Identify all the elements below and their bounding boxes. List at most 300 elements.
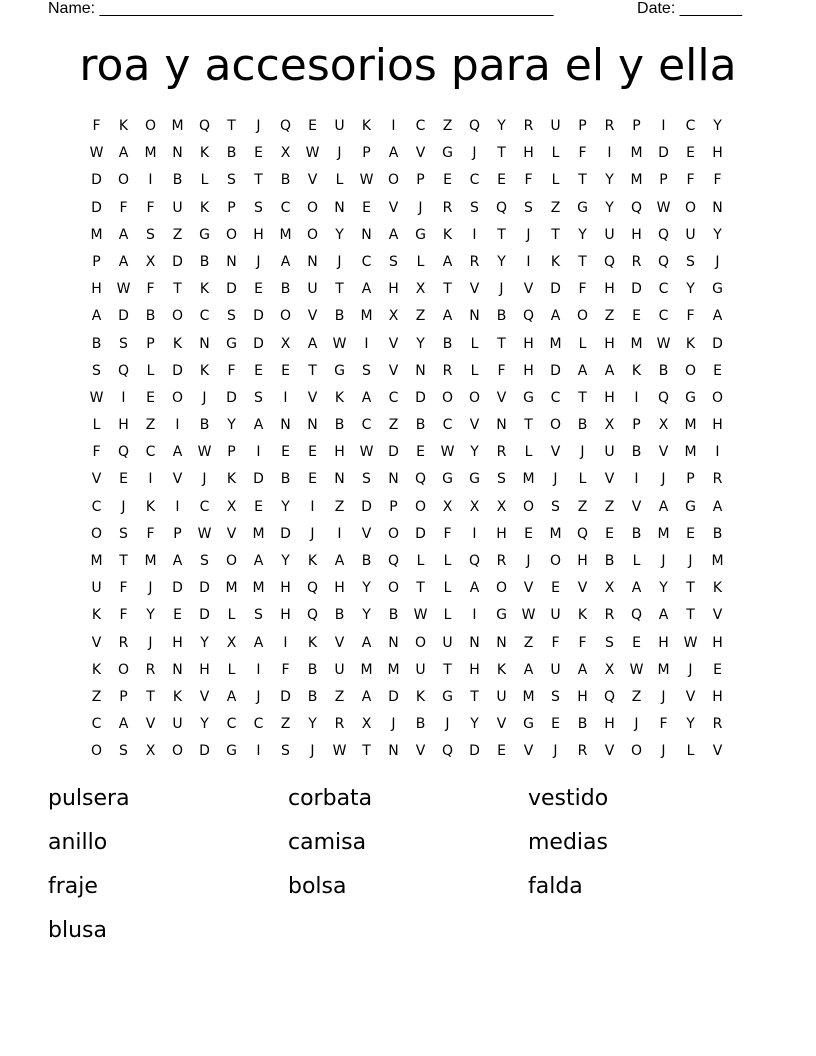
grid-letter: G [523,389,534,406]
grid-letter: Y [146,607,155,624]
grid-letter: M [549,335,562,352]
grid-row [83,575,733,602]
grid-letter: N [388,634,399,651]
grid-letter: M [522,471,535,488]
grid-letter: X [658,417,669,434]
grid-row [83,439,733,466]
grid-letter: G [685,389,696,406]
grid-letter: P [416,172,425,189]
grid-letter: X [604,580,615,597]
grid-letter: D [388,444,399,461]
grid-row [83,303,733,330]
grid-letter: C [550,389,561,406]
grid-letter: C [388,389,399,406]
grid-letter: D [253,308,264,325]
grid-letter: K [91,661,102,678]
grid-letter: J [418,199,423,216]
grid-letter: Q [657,226,670,243]
grid-letter: A [361,389,372,406]
grid-letter: M [360,661,373,678]
grid-letter: S [389,253,398,270]
grid-letter: V [388,335,399,352]
grid-letter: Y [362,580,371,597]
grid-letter: Y [416,335,425,352]
grid-letter: O [90,743,103,760]
grid-letter: J [472,145,477,162]
grid-letter: L [686,743,695,760]
grid-letter: Z [91,688,102,705]
grid-letter: M [144,145,157,162]
word-list-item: blusa [48,918,107,943]
grid-letter: B [577,417,588,434]
grid-letter: Q [630,199,643,216]
grid-letter: B [631,444,642,461]
grid-letter: S [362,471,371,488]
grid-letter: F [686,308,695,325]
grid-letter: T [443,661,452,678]
grid-letter: B [712,525,723,542]
grid-letter: Y [497,253,506,270]
grid-letter: W [116,281,131,298]
grid-letter: Z [442,118,453,134]
grid-letter: T [362,743,371,760]
grid-letter: E [443,172,452,189]
grid-letter: M [684,417,697,434]
grid-letter: O [414,498,427,515]
grid-letter: M [225,580,238,597]
grid-letter: V [496,389,507,406]
grid-letter: D [631,281,642,298]
grid-letter: P [632,417,641,434]
grid-letter: I [364,335,369,352]
grid-letter: V [523,281,534,298]
grid-letter: J [202,471,207,488]
grid-letter: Z [631,688,642,705]
grid-letter: V [91,471,102,488]
grid-letter: Q [603,253,616,270]
grid-letter: L [551,145,560,162]
grid-letter: H [334,444,345,461]
grid-letter: T [578,389,587,406]
grid-letter: J [526,226,531,243]
grid-letter: O [279,308,292,325]
grid-letter: B [307,688,318,705]
grid-letter: R [118,634,129,651]
grid-letter: V [307,389,318,406]
grid-letter: N [496,417,507,434]
grid-letter: A [172,553,183,569]
grid-letter: W [521,607,536,624]
grid-letter: E [524,525,533,542]
grid-letter: A [388,226,399,243]
grid-letter: U [550,118,561,134]
grid-letter: J [688,553,693,569]
grid-letter: B [658,362,669,379]
grid-letter: U [415,661,426,678]
grid-letter: R [469,253,480,270]
grid-letter: F [551,634,560,651]
grid-letter: T [551,226,560,243]
grid-letter: G [226,335,237,352]
grid-letter: E [254,281,263,298]
grid-letter: U [496,688,507,705]
grid-letter: J [499,281,504,298]
grid-letter: O [90,525,103,542]
grid-letter: B [199,417,210,434]
grid-letter: O [549,553,562,569]
grid-letter: V [361,525,372,542]
grid-letter: L [443,580,452,597]
grid-letter: J [553,743,558,760]
grid-letter: M [711,553,724,569]
grid-letter: V [577,580,588,597]
grid-letter: X [388,308,399,325]
grid-letter: K [199,199,210,216]
grid-letter: X [226,634,237,651]
grid-letter: V [307,308,318,325]
grid-letter: I [526,253,531,270]
grid-letter: W [629,661,644,678]
grid-letter: G [226,743,237,760]
grid-letter: C [226,716,237,733]
grid-row [83,167,733,194]
grid-letter: A [388,145,399,162]
grid-letter: C [91,716,102,733]
grid-letter: H [577,553,588,569]
grid-letter: P [119,688,128,705]
grid-letter: K [334,389,345,406]
grid-letter: V [334,634,345,651]
grid-letter: J [661,553,666,569]
grid-letter: L [443,553,452,569]
word-list-item: bolsa [288,874,347,899]
grid-letter: R [334,716,345,733]
grid-letter: H [469,661,480,678]
grid-letter: X [496,498,507,515]
grid-letter: G [577,199,588,216]
grid-letter: A [118,226,129,243]
grid-letter: Q [468,553,481,569]
grid-letter: I [472,525,477,542]
worksheet-header [48,0,742,18]
grid-row [83,276,733,303]
grid-letter: O [144,118,157,134]
grid-letter: I [283,634,288,651]
grid-letter: H [712,688,723,705]
grid-letter: H [253,226,264,243]
grid-letter: F [686,172,695,189]
grid-letter: N [307,417,318,434]
grid-letter: Q [117,444,130,461]
grid-letter: E [497,743,506,760]
grid-letter: O [387,525,400,542]
grid-letter: F [524,172,533,189]
grid-letter: S [524,199,533,216]
grid-letter: I [256,444,261,461]
grid-letter: S [119,335,128,352]
grid-letter: W [683,634,698,651]
grid-letter: K [577,607,588,624]
grid-letter: H [577,688,588,705]
grid-letter: I [256,661,261,678]
grid-letter: K [91,607,102,624]
grid-letter: B [496,308,507,325]
grid-letter: B [334,308,345,325]
grid-letter: U [334,118,345,134]
grid-letter: Q [630,607,643,624]
grid-letter: O [576,308,589,325]
grid-letter: Q [657,253,670,270]
grid-letter: K [307,634,318,651]
grid-letter: F [578,281,587,298]
grid-letter: K [361,118,372,134]
grid-letter: O [306,226,319,243]
grid-letter: D [226,281,237,298]
word-list-item: corbata [288,786,373,811]
grid-letter: N [280,417,291,434]
grid-letter: H [280,607,291,624]
grid-letter: D [415,389,426,406]
grid-letter: O [522,498,535,515]
grid-letter: U [172,716,183,733]
grid-letter: Q [306,607,319,624]
grid-letter: T [335,281,344,298]
grid-letter: P [686,471,695,488]
grid-letter: B [415,716,426,733]
grid-letter: P [362,145,371,162]
grid-letter: X [280,335,291,352]
grid-letter: E [281,444,290,461]
grid-letter: T [524,417,533,434]
grid-letter: I [391,118,396,134]
grid-letter: Q [306,580,319,597]
grid-letter: B [280,471,291,488]
grid-letter: V [685,688,696,705]
grid-letter: C [442,417,453,434]
grid-letter: W [359,444,374,461]
grid-letter: G [469,471,480,488]
grid-letter: D [253,335,264,352]
grid-letter: V [712,743,723,760]
grid-letter: A [604,362,615,379]
grid-letter: Q [414,471,427,488]
grid-letter: B [334,417,345,434]
grid-letter: K [415,688,426,705]
grid-letter: A [253,553,264,569]
word-list-item: medias [528,830,608,855]
grid-letter: Y [281,498,290,515]
grid-letter: F [146,199,155,216]
grid-letter: F [119,199,128,216]
page-title: roa y accesorios para el y ella [79,40,737,91]
grid-letter: Q [657,389,670,406]
grid-letter: R [145,661,156,678]
grid-letter: M [90,553,103,569]
grid-letter: H [658,634,669,651]
grid-letter: F [119,580,128,597]
grid-letter: U [307,281,318,298]
grid-letter: L [146,362,155,379]
grid-letter: D [91,199,102,216]
grid-letter: M [252,525,265,542]
grid-letter: C [253,716,264,733]
grid-letter: H [523,145,534,162]
word-list-item: pulsera [48,786,130,811]
grid-letter: W [89,389,104,406]
grid-letter: L [578,335,587,352]
word-list-item: vestido [528,786,609,811]
grid-letter: O [684,362,697,379]
grid-row [83,113,733,140]
grid-letter: D [199,743,210,760]
grid-row [83,331,733,358]
grid-letter: H [604,281,615,298]
grid-letter: D [253,471,264,488]
grid-letter: A [307,335,318,352]
grid-letter: F [227,362,236,379]
grid-letter: X [469,498,480,515]
grid-letter: F [578,145,587,162]
grid-letter: R [604,118,615,134]
grid-letter: C [469,172,480,189]
grid-letter: Q [576,525,589,542]
grid-letter: S [497,471,506,488]
grid-letter: J [661,471,666,488]
grid-letter: C [685,118,696,134]
grid-letter: N [712,199,723,216]
grid-letter: A [658,607,669,624]
grid-letter: A [172,444,183,461]
grid-letter: X [604,417,615,434]
grid-letter: A [226,688,237,705]
grid-letter: A [361,688,372,705]
grid-letter: D [199,607,210,624]
grid-letter: R [442,199,453,216]
grid-letter: Y [308,716,317,733]
grid-letter: V [523,580,534,597]
grid-letter: W [305,145,320,162]
grid-letter: Z [550,199,561,216]
grid-letter: H [199,661,210,678]
grid-letter: Y [713,118,722,134]
grid-letter: A [712,498,723,515]
grid-letter: P [578,118,587,134]
grid-letter: C [658,281,669,298]
grid-letter: O [387,580,400,597]
grid-letter: X [226,498,237,515]
grid-letter: P [173,525,182,542]
grid-letter: L [200,172,209,189]
grid-letter: A [577,661,588,678]
grid-letter: E [173,607,182,624]
grid-letter: A [712,308,723,325]
grid-letter: O [630,743,643,760]
grid-letter: Y [497,118,506,134]
grid-letter: D [388,688,399,705]
grid-letter: Q [117,362,130,379]
grid-letter: E [632,634,641,651]
grid-letter: D [415,525,426,542]
grid-letter: V [469,281,480,298]
grid-letter: F [497,362,506,379]
grid-letter: C [415,118,426,134]
grid-letter: B [280,172,291,189]
grid-letter: E [416,444,425,461]
grid-letter: J [337,145,342,162]
grid-letter: S [362,362,371,379]
grid-letter: G [442,688,453,705]
grid-letter: H [334,580,345,597]
grid-row [83,385,733,412]
grid-letter: V [712,607,723,624]
grid-letter: V [550,444,561,461]
grid-letter: A [442,308,453,325]
grid-letter: N [334,471,345,488]
grid-letter: B [334,607,345,624]
grid-letter: C [361,417,372,434]
grid-letter: I [472,607,477,624]
grid-letter: C [91,498,102,515]
grid-letter: B [199,253,210,270]
date-field-label: Date: _______ [637,0,742,17]
grid-letter: A [523,661,534,678]
grid-letter: T [308,362,317,379]
grid-letter: V [307,172,318,189]
grid-letter: A [658,498,669,515]
grid-letter: J [580,444,585,461]
grid-letter: Y [686,716,695,733]
grid-letter: S [92,362,101,379]
grid-letter: E [497,172,506,189]
grid-row [83,222,733,249]
grid-letter: Y [713,226,722,243]
grid-letter: L [227,607,236,624]
grid-letter: Z [280,716,291,733]
grid-letter: R [712,471,723,488]
grid-letter: F [443,525,452,542]
grid-letter: V [604,471,615,488]
grid-letter: V [388,199,399,216]
grid-letter: D [550,281,561,298]
grid-letter: U [91,580,102,597]
grid-letter: K [712,580,723,597]
grid-letter: H [280,580,291,597]
grid-letter: O [441,389,454,406]
grid-letter: W [413,607,428,624]
grid-letter: C [280,199,291,216]
grid-letter: W [656,335,671,352]
grid-letter: T [497,335,506,352]
grid-letter: B [415,417,426,434]
grid-letter: N [361,226,372,243]
grid-letter: S [119,525,128,542]
grid-letter: W [197,525,212,542]
grid-letter: H [523,362,534,379]
grid-letter: Y [362,607,371,624]
grid-letter: S [200,553,209,569]
grid-letter: Q [468,118,481,134]
grid-letter: K [685,335,696,352]
grid-letter: U [685,226,696,243]
grid-letter: N [469,308,480,325]
grid-letter: A [442,253,453,270]
grid-letter: D [280,688,291,705]
grid-letter: N [469,634,480,651]
grid-letter: K [199,362,210,379]
grid-letter: T [254,172,263,189]
grid-letter: A [253,417,264,434]
grid-letter: S [551,498,560,515]
